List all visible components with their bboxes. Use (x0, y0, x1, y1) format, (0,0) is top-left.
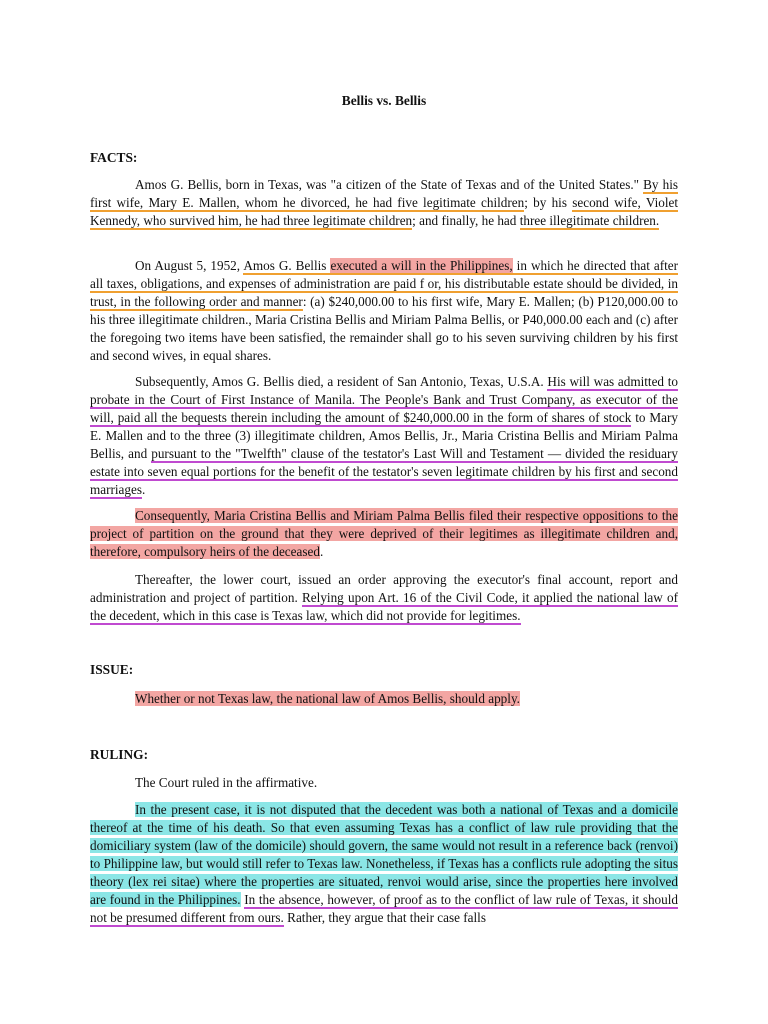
underlined-text: Relying upon Art. 16 of the Civil Code, it applied the national law of the decedent, which in this case is Texas law, which did not provide for legitimes. (90, 590, 678, 623)
text-span: . (142, 482, 146, 497)
highlighted-text: executed a will in the Philippines, (330, 258, 513, 273)
text-span: Amos G. Bellis, born in Texas, was "a citizen of the State of Texas and of the United States." (135, 177, 644, 192)
facts-heading: FACTS: (90, 150, 138, 165)
highlighted-text: Consequently, Maria Cristina Bellis and Miriam Palma Bellis filed their respective oppositions to the project of partition on the ground that they were deprived of their legitimes as illegitimate children and, therefore, compulsory heirs of the deceased (90, 508, 678, 559)
ruling-paragraph-1: The Court ruled in the affirmative. (135, 775, 318, 790)
facts-paragraph-3 (90, 373, 678, 499)
document-title: Bellis vs. Bellis (341, 93, 427, 108)
issue-paragraph (90, 690, 678, 708)
highlighted-text: In the present case, it is not disputed that the decedent was both a national of Texas and a domicile thereof at the time of his death. So that even assuming Texas has a conflict of law rule providing that the domiciliary system (law of the domicile) should govern, the same would not result in a reference back (renvoi) to Philippine law, but would still refer to Texas law. Nonetheless, if Texas has a conflicts rule adopting the situs theory (lex rei sitae) where the properties are situated, renvoi would arise, since the properties here involved are found in the Philippines. (90, 802, 678, 907)
underlined-text: pursuant to the "Twelfth" clause of the testator's Last Will and Testament — divided the residuary estate into seven equal portions for the benefit of the testator's seven legitimate children by his first and second marriages (90, 446, 678, 497)
underlined-text: second wife, Violet Kennedy, who survived him, he had three legitimate children (90, 195, 679, 228)
text-span: to Mary E. Mallen and to the three (3) illegitimate children, Amos Bellis, Jr., Maria Cristina Bellis and Miriam Palma Bellis, and (90, 410, 678, 461)
facts-paragraph-2 (90, 257, 678, 365)
underlined-text: By his first wife, Mary E. Mallen, whom he divorced, he had five legitimate children (90, 177, 678, 210)
text-span: ; and finally, he had (412, 213, 520, 228)
highlighted-text: Whether or not Texas law, the national law of Amos Bellis, should apply. (135, 691, 520, 706)
issue-heading: ISSUE: (90, 662, 134, 677)
facts-paragraph-5 (90, 571, 678, 625)
facts-paragraph-4 (90, 507, 678, 561)
ruling-paragraph-2 (90, 801, 678, 927)
text-span: Thereafter, the lower court, issued an order approving the executor's final account, report and administration and project of partition. (90, 572, 678, 605)
underlined-text: His will was admitted to probate in the Court of First Instance of Manila. The People's Bank and Trust Company, as executor of the will, paid all the bequests therein including the amount of $240,000.00 in the form of shares of stock (90, 374, 678, 425)
underlined-text: Amos G. Bellis (243, 258, 331, 273)
underlined-text: in which he directed that after all taxes, obligations, and expenses of administration are paid f or, his distributable estate should be divided, in trust, in the following order and manner (90, 258, 679, 309)
text-span: : (a) $240,000.00 to his first wife, Mary E. Mallen; (b) P120,000.00 to his three illegitimate children., Maria Cristina Bellis and Miriam Palma Bellis, or P40,000.00 each and (c) after the foregoing two items have been satisfied, the remainder shall go to his seven surviving children by his first and second wives, in equal shares. (90, 294, 678, 363)
text-span: Subsequently, Amos G. Bellis died, a resident of San Antonio, Texas, U.S.A. (135, 374, 548, 389)
ruling-heading: RULING: (90, 747, 149, 762)
text-span: . (319, 544, 324, 559)
text-span: Rather, they argue that their case falls (283, 910, 486, 925)
underlined-text: three illegitimate children. (519, 213, 660, 228)
text-span: On August 5, 1952, (135, 258, 244, 273)
underlined-text: In the absence, however, of proof as to the conflict of law rule of Texas, it should not be presumed different from ours. (90, 892, 678, 925)
text-span: ; by his (524, 195, 573, 210)
facts-paragraph-1 (90, 176, 678, 230)
